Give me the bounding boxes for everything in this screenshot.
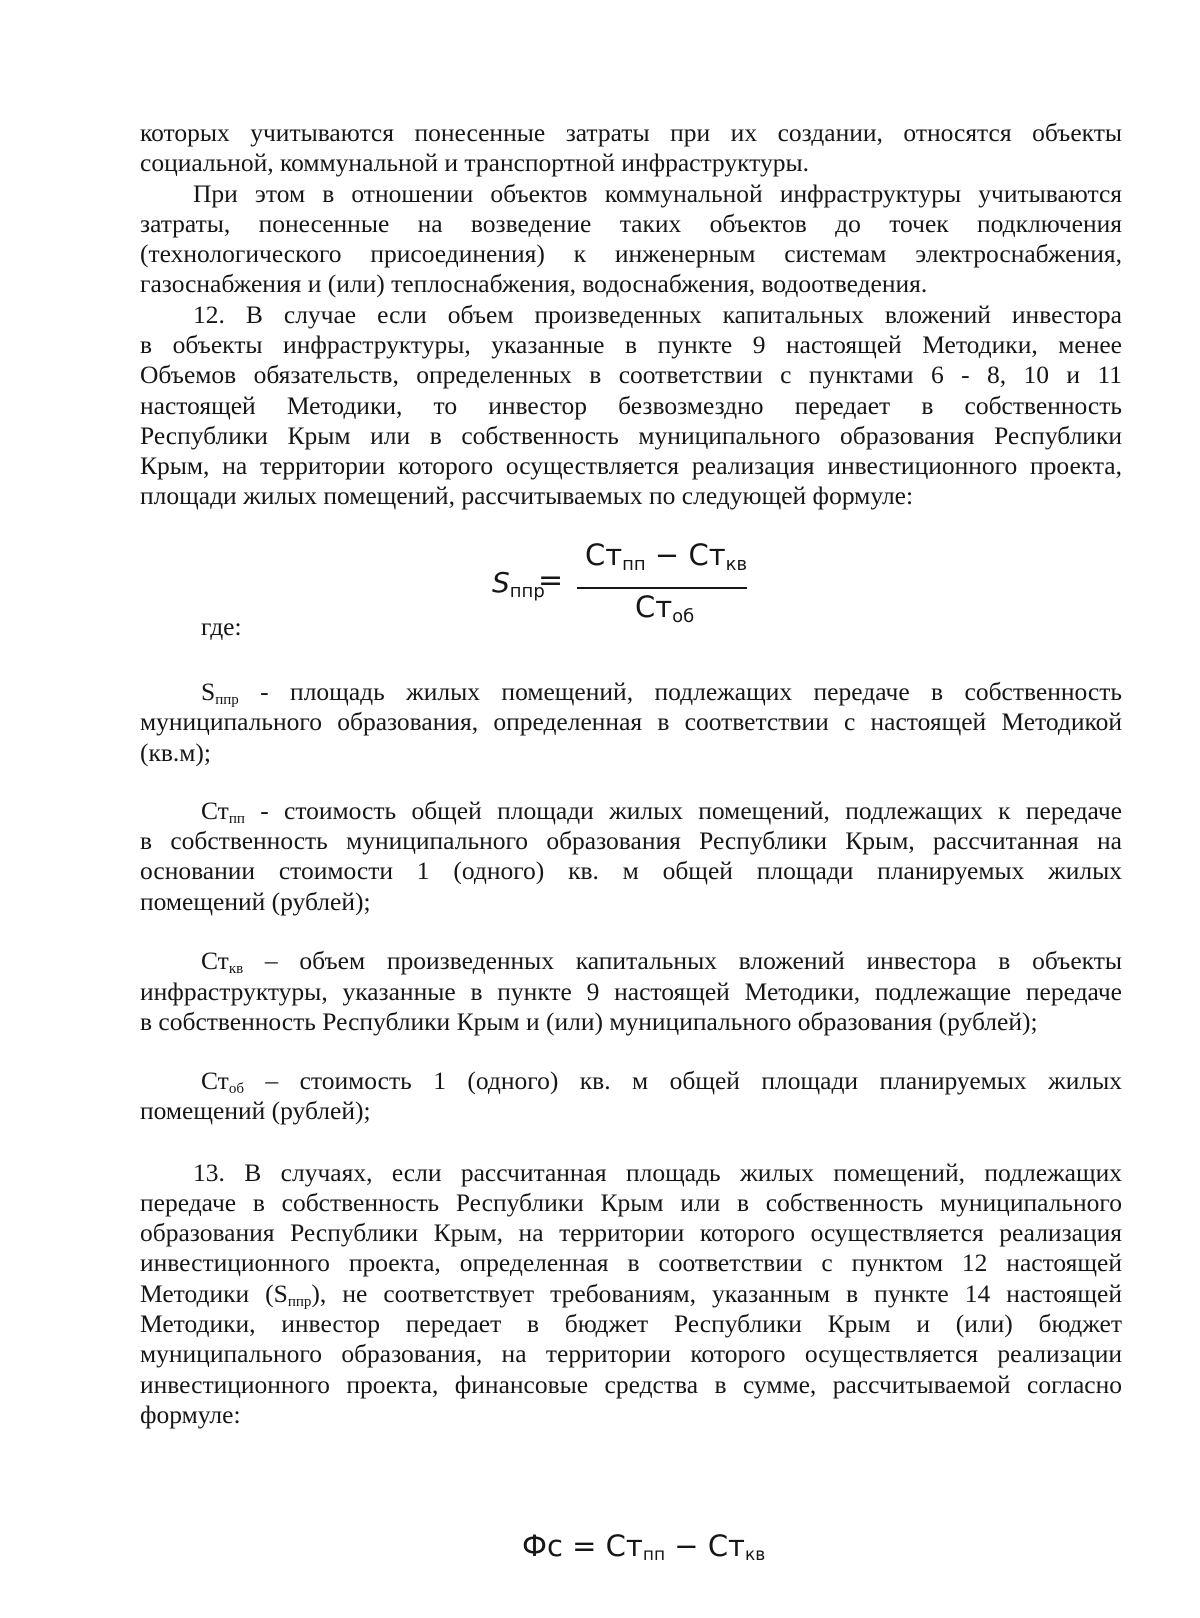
- text-line: Sппр - площадь жилых помещений, подлежащих передаче в собственность: [201, 677, 1122, 707]
- text-line: Стоб – стоимость 1 (одного) кв. м общей площади планируемых жилых: [201, 1066, 1122, 1096]
- text-line: помещений (рублей);: [140, 1096, 371, 1125]
- formula-1-fraction-bar: [577, 587, 747, 589]
- text-line: (кв.м);: [140, 738, 212, 767]
- text-line: инфраструктуры, указанные в пункте 9 настоящей Методики, подлежащие передаче: [140, 977, 1122, 1006]
- text-line: газоснабжения и (или) теплоснабжения, водоснабжения, водоотведения.: [140, 269, 928, 298]
- text-line: в объекты инфраструктуры, указанные в пункте 9 настоящей Методики, менее: [140, 330, 1122, 359]
- text-line: формуле:: [140, 1400, 241, 1429]
- text-line: где:: [201, 612, 242, 641]
- text-line: Крым, на территории которого осуществляется реализация инвестиционного проекта,: [140, 451, 1122, 480]
- text-line: Объемов обязательств, определенных в соответствии с пунктами 6 - 8, 10 и 11: [140, 360, 1122, 389]
- formula-1-numerator: Стпп − Сткв: [585, 538, 748, 575]
- text-line: в собственность Республики Крым и (или) муниципального образования (рублей);: [140, 1007, 1038, 1036]
- formula-2: Фс = Стпп − Сткв: [522, 1529, 766, 1565]
- text-line: 13. В случаях, если рассчитанная площадь жилых помещений, подлежащих: [193, 1158, 1122, 1187]
- text-line: социальной, коммунальной и транспортной инфраструктуры.: [140, 148, 809, 177]
- text-line: затраты, понесенные на возведение таких объектов до точек подключения: [140, 209, 1122, 238]
- text-line: площади жилых помещений, рассчитываемых по следующей формуле:: [140, 481, 914, 510]
- text-line: образования Республики Крым, на территории которого осуществляется реализация: [140, 1218, 1122, 1247]
- text-line: Сткв – объем произведенных капитальных вложений инвестора в объекты: [201, 946, 1122, 976]
- text-line: Стпп - стоимость общей площади жилых помещений, подлежащих к передаче: [201, 796, 1122, 826]
- text-line: муниципального образования, определенная в соответствии с настоящей Методикой: [140, 707, 1122, 736]
- text-line: которых учитываются понесенные затраты при их создании, относятся объекты: [140, 118, 1122, 147]
- text-line: инвестиционного проекта, определенная в соответствии с пунктом 12 настоящей: [140, 1248, 1122, 1277]
- text-line: 12. В случае если объем произведенных капитальных вложений инвестора: [193, 300, 1122, 329]
- formula-1-lhs: Sппр: [492, 566, 545, 602]
- text-line: Методики (Sппр), не соответствует требованиям, указанным в пункте 14 настоящей: [140, 1279, 1122, 1309]
- text-line: в собственность муниципального образования Республики Крым, рассчитанная на: [140, 826, 1122, 855]
- text-line: настоящей Методики, то инвестор безвозмездно передает в собственность: [140, 391, 1122, 420]
- text-line: Республики Крым или в собственность муниципального образования Республики: [140, 421, 1122, 450]
- text-line: При этом в отношении объектов коммунальной инфраструктуры учитываются: [193, 179, 1122, 208]
- text-line: помещений (рублей);: [140, 887, 371, 916]
- text-line: муниципального образования, на территории которого осуществляется реализации: [140, 1339, 1122, 1368]
- formula-1-equals: =: [538, 563, 564, 598]
- text-line: основании стоимости 1 (одного) кв. м общей площади планируемых жилых: [140, 856, 1122, 885]
- text-line: (технологического присоединения) к инженерным системам электроснабжения,: [140, 239, 1122, 268]
- text-line: инвестиционного проекта, финансовые средства в сумме, рассчитываемой согласно: [140, 1370, 1122, 1399]
- text-line: Методики, инвестор передает в бюджет Республики Крым и (или) бюджет: [140, 1309, 1122, 1338]
- formula-1-denominator: Стоб: [635, 590, 695, 627]
- text-line: передаче в собственность Республики Крым или в собственность муниципального: [140, 1188, 1122, 1217]
